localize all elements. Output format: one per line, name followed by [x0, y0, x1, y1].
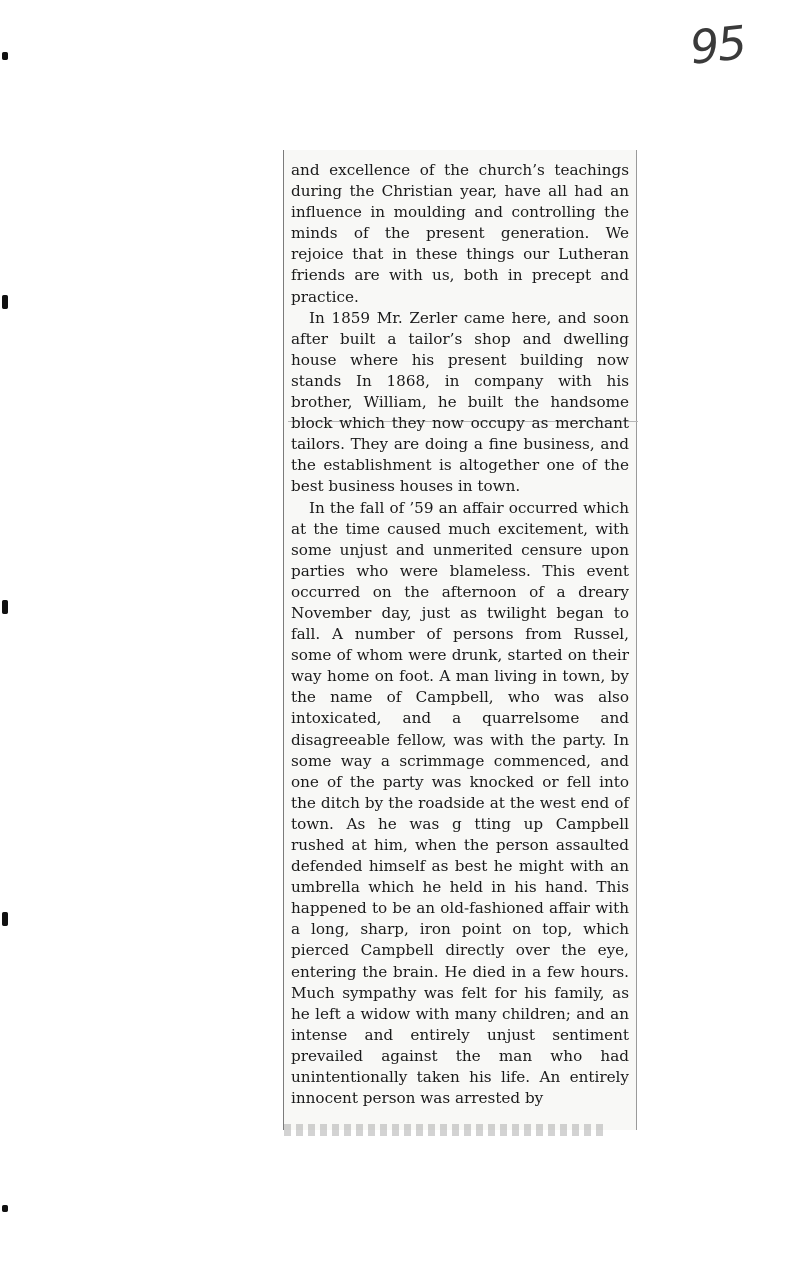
article-paragraph-2: In 1859 Mr. Zerler came here, and soon after built a tailor’s shop and dwelling house where his present building now stands In 1868, in company with his brother, William, he built the handsome block which they now occupy as merchant tailors. They are doing a fine business, and the establishment is altogether one of the best business houses in town. — [291, 308, 629, 496]
page-number: 95 — [687, 15, 748, 75]
article-paragraph-3: In the fall of ’59 an affair occurred which at the time caused much excitement, with some unjust and unmerited censure upon parties who were blameless. This event occurred on the afternoon of a dreary November day, just as twilight began to fall. A number of persons from Russel, some of whom were drunk, started on their way home on foot. A man living in town, by the name of Campbell, who was also intoxicated, and a quarrelsome and disagreeable fellow, was with the party. In some way a scrimmage commenced, and one of the party was knocked or fell into the ditch by the roadside at the west end of town. As he was g tting up Campbell rushed at him, when the person assaulted defended himself as best he might with an umbrella which he held in his hand. This happened to be an old-fashioned affair with a long, sharp, iron point on top, which pierced Campbell directly over the eye, entering the brain. He died in a few hours. Much sympathy was felt for his family, as he left a widow with many children; and an intense and entirely unjust sentiment prevailed against the man who had unintentionally taken his life. An entirely innocent person was arrested by — [291, 498, 629, 1108]
margin-punch-mark — [2, 912, 8, 926]
margin-punch-mark — [2, 1205, 8, 1212]
clipping-bottom-edge — [284, 1124, 604, 1136]
article-paragraph-1: and excellence of the church’s teachings during the Christian year, have all had an influence in moulding and controlling the minds of the present generation. We rejoice that in these things our Lutheran friends are with us, both in precept and practice. — [291, 161, 629, 306]
article-column — [291, 160, 629, 1109]
margin-punch-mark — [2, 295, 8, 309]
margin-punch-mark — [2, 52, 8, 60]
margin-punch-mark — [2, 600, 8, 614]
